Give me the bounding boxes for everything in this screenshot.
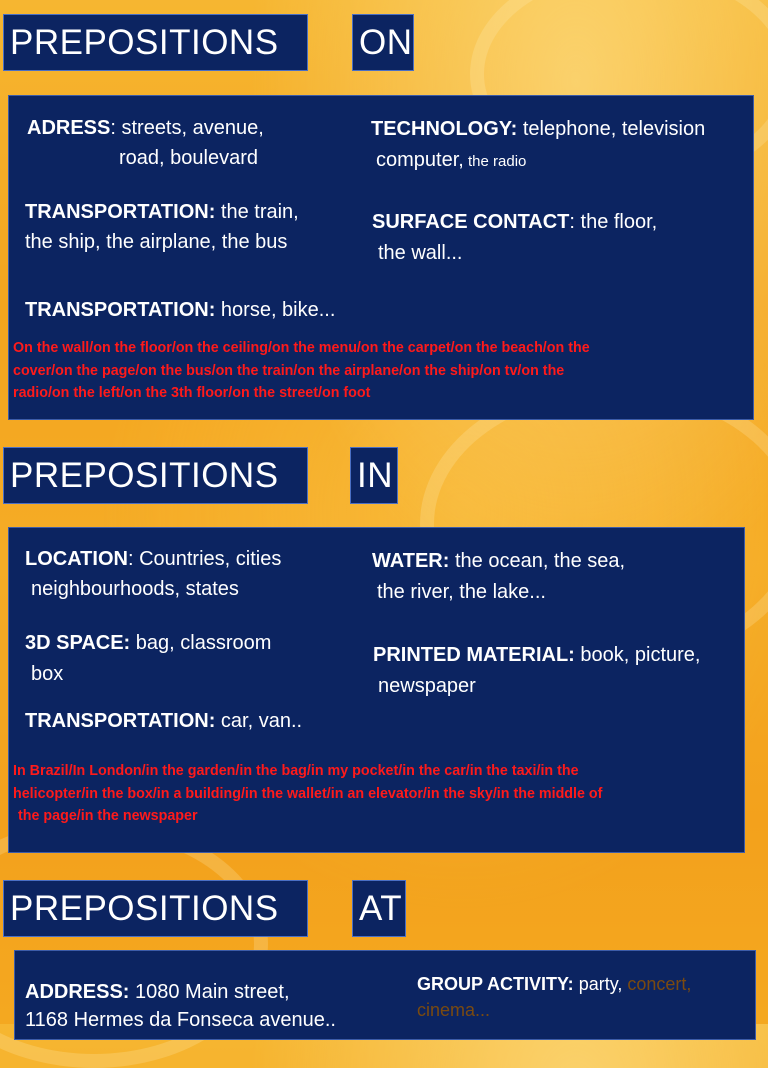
on-surface-contact: SURFACE CONTACT: the floor, [372, 211, 658, 233]
on-transportation-line2: the ship, the airplane, the bus [25, 231, 288, 253]
in-water: WATER: the ocean, the sea, [372, 550, 626, 572]
title-text: PREPOSITIONS [10, 889, 279, 928]
in-printed-material-line2: newspaper [378, 675, 476, 697]
in-transportation: TRANSPORTATION: car, van.. [25, 710, 303, 732]
title-text: PREPOSITIONS [10, 23, 279, 62]
in-3d-space: 3D SPACE: bag, classroom [25, 632, 272, 654]
on-surface-contact-line2: the wall... [378, 242, 463, 264]
in-examples: In Brazil/In London/in the garden/in the bag/in my pocket/in the car/in the taxi/in the helicopter/in the box/in a building/in the wallet/in an elevator/in the sky/in the middle of the page/in the newspaper [13, 763, 603, 824]
on-address-line2: road, boulevard [119, 147, 258, 169]
on-transportation-2: TRANSPORTATION: horse, bike... [25, 299, 336, 321]
section-title-on [3, 14, 308, 71]
at-group-activity-line2: cinema... [417, 1000, 491, 1020]
at-address-line2: 1168 Hermes da Fonseca avenue.. [25, 1009, 336, 1031]
preposition-on [352, 14, 414, 71]
on-technology-line2: computer, the radio [376, 149, 527, 171]
preposition-word: IN [357, 456, 393, 495]
in-location: LOCATION: Countries, cities [25, 548, 282, 570]
preposition-in [350, 447, 398, 504]
panel-in [8, 527, 745, 853]
title-text: PREPOSITIONS [10, 456, 279, 495]
in-location-line2: neighbourhoods, states [31, 578, 239, 600]
on-technology: TECHNOLOGY: telephone, television [371, 118, 706, 140]
in-water-line2: the river, the lake... [377, 581, 546, 603]
in-3d-space-line2: box [31, 663, 64, 685]
preposition-word: ON [359, 23, 413, 62]
on-transportation: TRANSPORTATION: the train, [25, 201, 299, 223]
at-address: ADDRESS: 1080 Main street, [25, 981, 290, 1003]
panel-at [14, 950, 756, 1040]
on-examples: On the wall/on the floor/on the ceiling/on the menu/on the carpet/on the beach/on the cover/on the page/on the bus/on the train/on the airplane/on the ship/on tv/on the radio/on the left/on the 3th floor/on the street/on foot [13, 340, 590, 401]
section-title-in [3, 447, 308, 504]
panel-on [8, 95, 754, 420]
on-address: ADRESS: streets, avenue, [27, 117, 264, 139]
section-title-at [3, 880, 308, 937]
at-group-activity: GROUP ACTIVITY: party, concert, [417, 974, 692, 994]
in-printed-material: PRINTED MATERIAL: book, picture, [373, 644, 701, 666]
preposition-word: AT [359, 889, 403, 928]
preposition-at [352, 880, 406, 937]
